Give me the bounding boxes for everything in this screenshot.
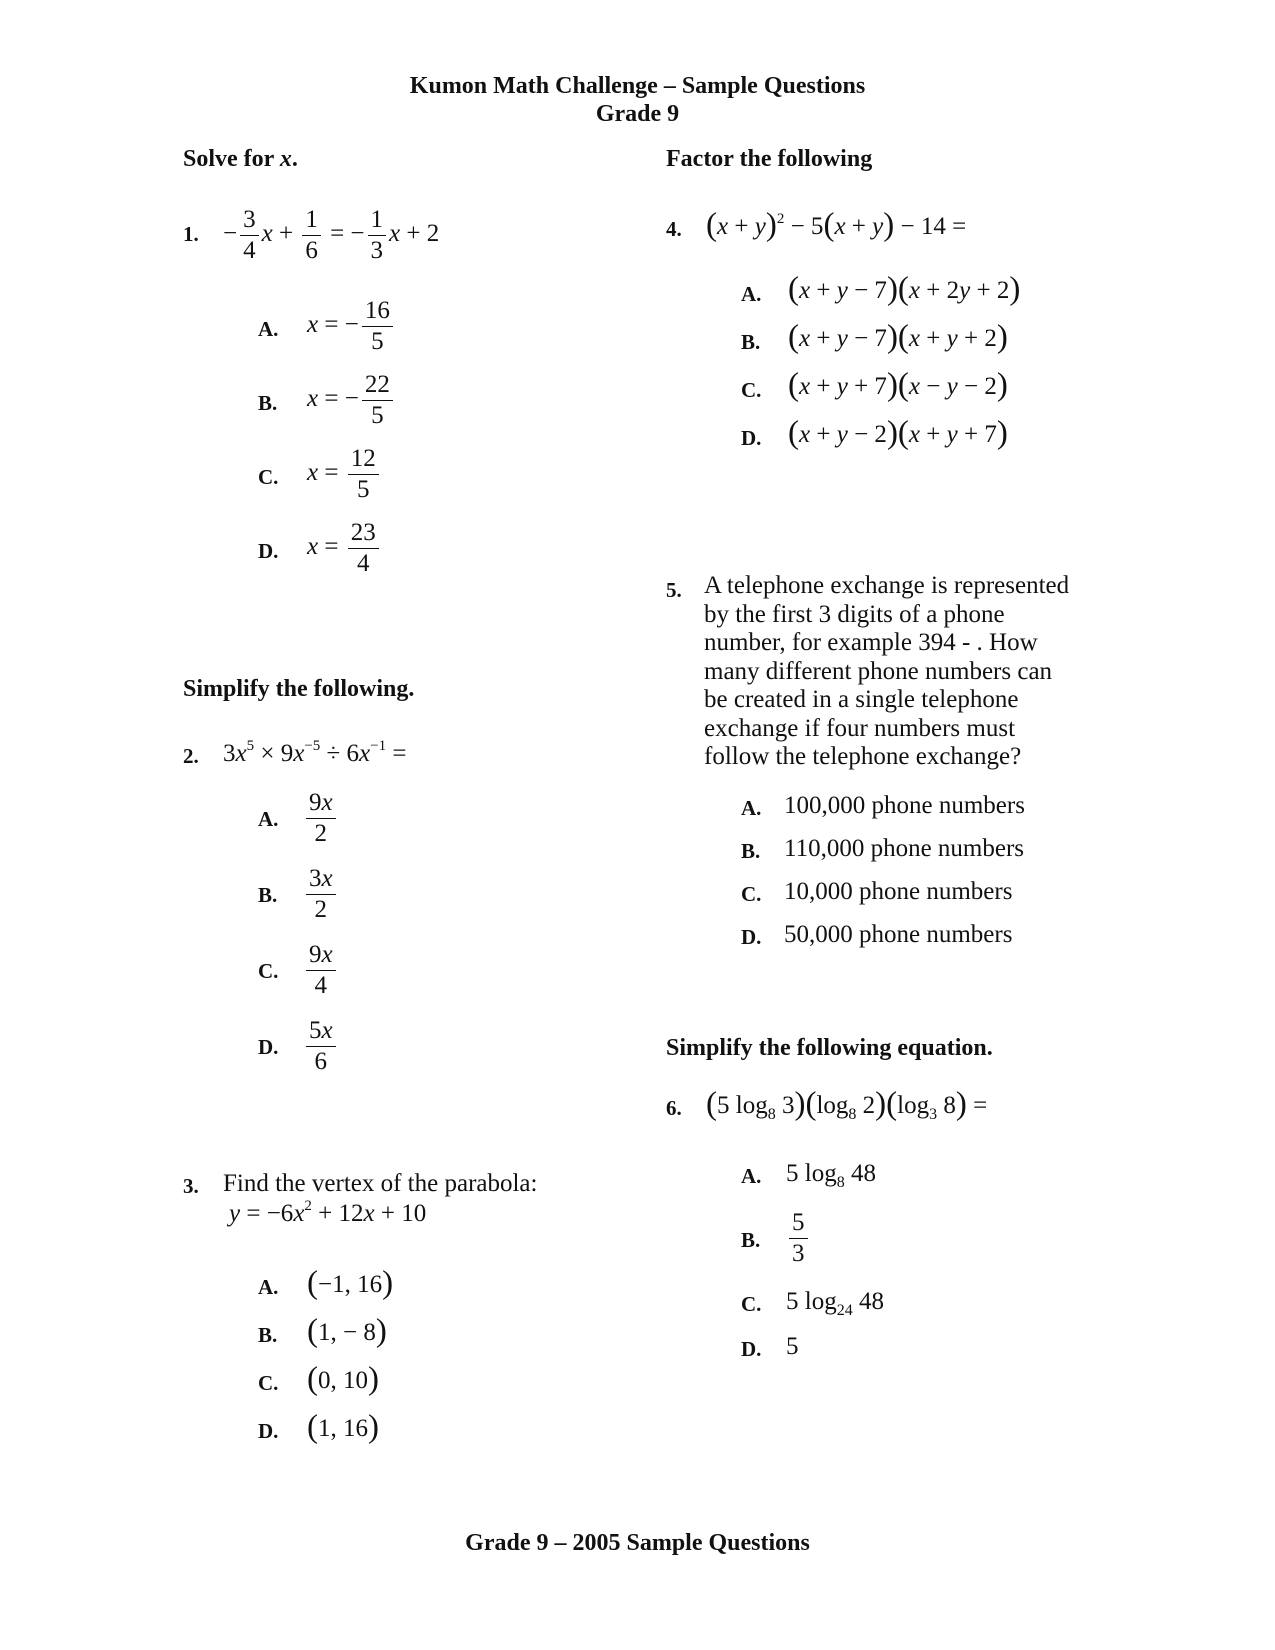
q5-option-b: 110,000 phone numbers	[784, 835, 1025, 862]
q2-option-a: $\frac{9x}{2}$	[303, 788, 339, 849]
q4-option-c-label: C.	[741, 378, 762, 402]
q2-expression: $3x^5 \times 9x^{-5} \div 6x^{-1}$ =	[223, 738, 407, 767]
section-heading-simplify: Simplify the following.	[183, 676, 415, 702]
q1-option-b-label: B.	[258, 391, 278, 415]
q5-option-d: 50,000 phone numbers	[784, 921, 1013, 948]
q3-option-c: (0, 10)	[307, 1361, 379, 1397]
q2-option-d-label: D.	[258, 1035, 279, 1059]
q6-option-d: 5	[786, 1333, 799, 1360]
q3-option-b-label: B.	[258, 1323, 278, 1347]
q2-option-b: $\frac{3x}{2}$	[303, 864, 339, 925]
q5-option-a: 100,000 phone numbers	[784, 792, 1025, 819]
page-subtitle: Grade 9	[595, 101, 680, 127]
q4-option-b-label: B.	[741, 330, 761, 354]
q2-option-d: $\frac{5x}{6}$	[303, 1016, 339, 1077]
section-heading-simplify-equation: Simplify the following equation.	[666, 1035, 993, 1061]
q1-option-d-label: D.	[258, 539, 279, 563]
q2-option-a-label: A.	[258, 807, 279, 831]
q5-option-d-label: D.	[741, 925, 762, 949]
q6-option-a-label: A.	[741, 1164, 762, 1188]
q4-option-b: (x + y − 7)(x + y + 2)	[788, 319, 1008, 355]
page-footer: Grade 9 – 2005 Sample Questions	[465, 1530, 810, 1556]
q2-option-c: $\frac{9x}{4}$	[303, 940, 339, 1001]
section-heading-solve: Solve for x.	[183, 146, 298, 172]
question-number-1: 1.	[183, 222, 199, 246]
q1-option-c-label: C.	[258, 465, 279, 489]
question-number-4: 4.	[666, 217, 682, 241]
q4-option-a: (x + y − 7)(x + 2y + 2)	[788, 271, 1021, 307]
q5-option-c: 10,000 phone numbers	[784, 878, 1013, 905]
q6-option-c-label: C.	[741, 1292, 762, 1316]
q1-option-d: x = $\frac{23}{4}$	[307, 518, 382, 579]
q3-option-b: (1, − 8)	[307, 1313, 387, 1349]
q1-option-b: x = − $\frac{22}{5}$	[307, 370, 396, 431]
q1-option-c: x = $\frac{12}{5}$	[307, 444, 382, 505]
question-number-5: 5.	[666, 578, 682, 602]
question-number-2: 2.	[183, 744, 199, 768]
q3-option-d: (1, 16)	[307, 1409, 379, 1445]
q4-expression: $(x + y)^2 - 5(x + y) - 14$ =	[706, 207, 967, 243]
q2-option-b-label: B.	[258, 883, 278, 907]
q6-option-d-label: D.	[741, 1337, 762, 1361]
q6-option-c: 5 $\log_{24} 48$	[786, 1288, 884, 1319]
q3-option-a: (−1, 16)	[307, 1265, 394, 1301]
question-number-3: 3.	[183, 1174, 199, 1198]
q6-option-a: 5 $\log_8 48$	[786, 1160, 876, 1191]
q1-option-a: x = − $\frac{16}{5}$	[307, 296, 396, 357]
q5-option-c-label: C.	[741, 882, 762, 906]
q2-option-c-label: C.	[258, 959, 279, 983]
q3-equation: $y = -6x^2 + 12x + 10$	[229, 1198, 427, 1227]
section-heading-factor: Factor the following	[666, 146, 873, 172]
q5-option-b-label: B.	[741, 839, 761, 863]
q1-equation: − $\frac{3}{4}$ x + $\frac{1}{6}$ = − $\frac{1}{3}$ x + 2	[223, 206, 440, 264]
q3-prompt: Find the vertex of the parabola:	[223, 1170, 538, 1197]
q4-option-a-label: A.	[741, 282, 762, 306]
q4-option-d-label: D.	[741, 426, 762, 450]
q5-prompt: A telephone exchange is represented by the first 3 digits of a phone number, for example 394 - . How many different phone numbers can be created in a single telephone exchange if four numbers must follow the telephone exchange?	[704, 572, 1070, 770]
q1-option-a-label: A.	[258, 317, 279, 341]
q3-option-c-label: C.	[258, 1371, 279, 1395]
q5-option-a-label: A.	[741, 796, 762, 820]
q6-option-b: $\frac{5}{3}$	[786, 1208, 811, 1269]
q4-option-c: (x + y + 7)(x − y − 2)	[788, 367, 1008, 403]
q6-option-b-label: B.	[741, 1228, 761, 1252]
page-title: Kumon Math Challenge – Sample Questions	[409, 73, 866, 99]
q3-option-d-label: D.	[258, 1419, 279, 1443]
question-number-6: 6.	[666, 1096, 682, 1120]
q3-option-a-label: A.	[258, 1275, 279, 1299]
q4-option-d: (x + y − 2)(x + y + 7)	[788, 415, 1008, 451]
q6-expression: (5 $\log_8 3)(\log_8$ $2)(\log_3$ 8) =	[706, 1086, 988, 1123]
